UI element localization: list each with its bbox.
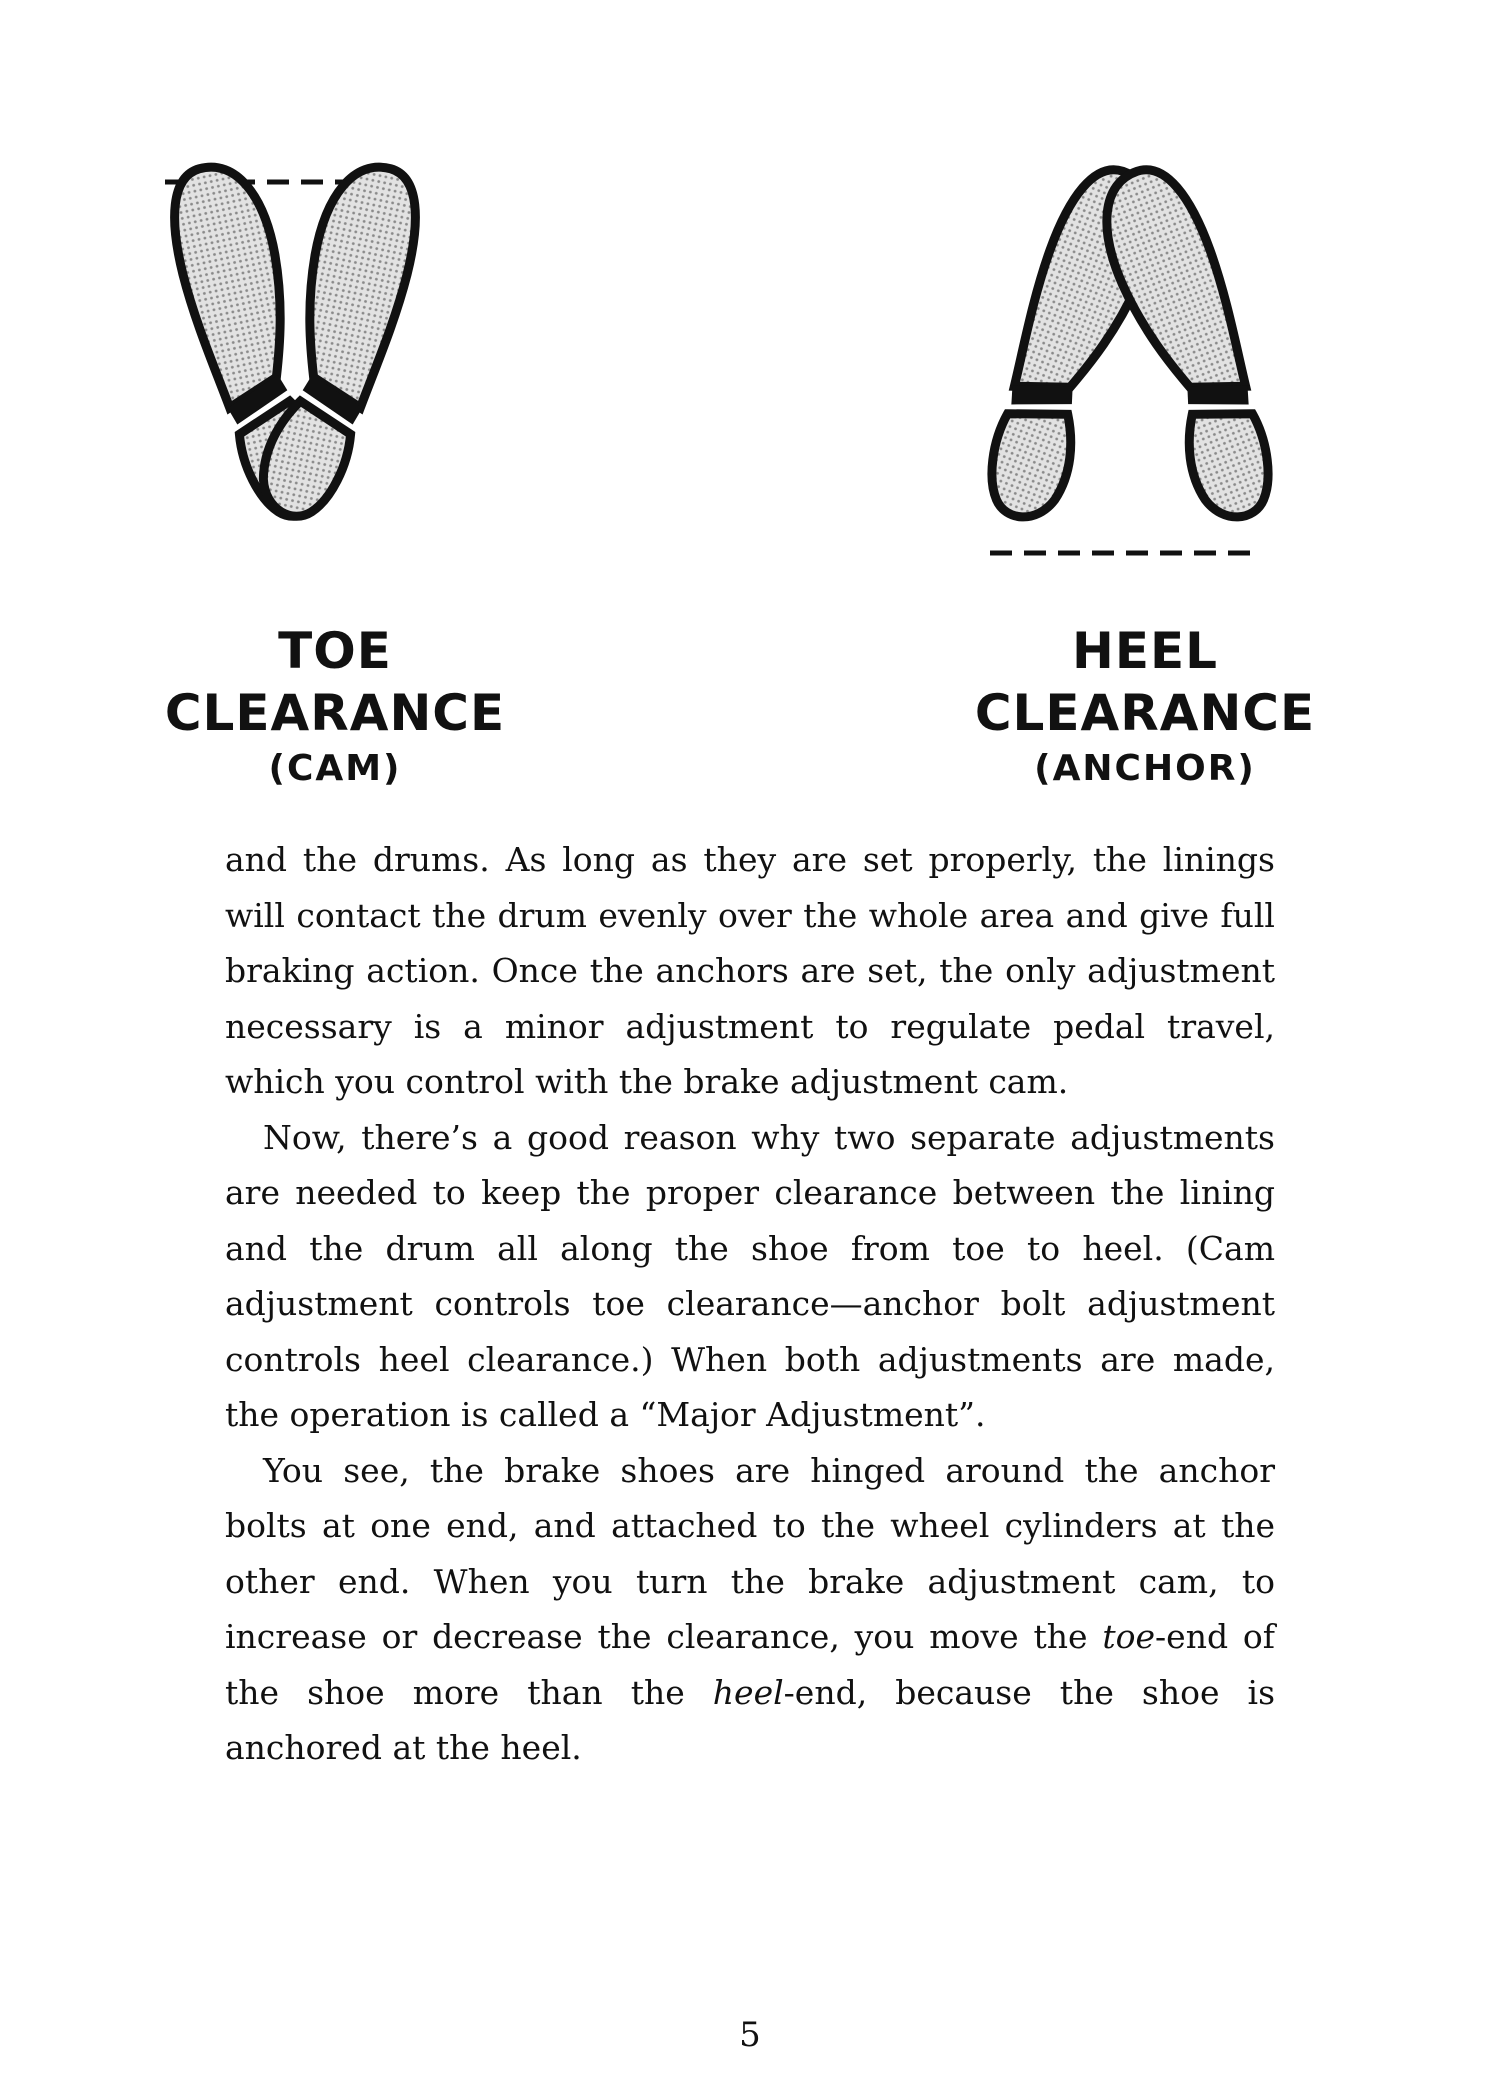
toe-clearance-subtitle: (CAM) <box>268 748 402 789</box>
paragraph-3-start: You see, the brake shoes are hinged around the anchor bolts at one end, and attached to the wheel cylinders at the other end. When you turn the brake adjustment cam, to increase or decrease the clearance, you move the <box>225 1450 1275 1656</box>
heel-clearance-caption <box>905 620 1385 794</box>
toe-clearance-caption <box>100 620 570 794</box>
paragraph-2: Now, there’s a good reason why two separate adjustments are needed to keep the proper clearance between the lining and the drum all along the shoe from toe to heel. (Cam adjustment controls toe clearance—anchor bolt adjustment controls heel clearance.) When both adjustments are made, the operation is called a “Major Adjustment”. <box>225 1117 1275 1434</box>
paragraph-3-mid: -end of the shoe more than the <box>225 1617 1275 1712</box>
toe-clearance-figure <box>110 150 610 590</box>
footprints-heel-apart-icon <box>880 145 1400 585</box>
paragraph-3-end: -end, because the shoe is anchored at the heel. <box>225 1672 1276 1767</box>
paragraph-1: and the drums. As long as they are set properly, the linings will contact the drum evenly over the whole area and give full braking action. Once the anchors are set, the only adjustment necessary is a minor adjustment to regulate pedal travel, which you control with the brake adjustment cam. <box>225 840 1275 1101</box>
paragraph-3-heel-italic: heel <box>712 1672 784 1712</box>
footprints-toe-apart-icon <box>110 150 610 590</box>
paragraph-3 <box>225 1443 1275 1776</box>
heel-clearance-title: HEEL CLEARANCE <box>974 622 1316 742</box>
heel-clearance-subtitle: (ANCHOR) <box>1034 748 1256 789</box>
heel-clearance-figure <box>880 145 1400 585</box>
page-number: 5 <box>739 2015 761 2055</box>
paragraph-3-toe-italic: toe <box>1102 1617 1156 1656</box>
toe-clearance-title: TOE CLEARANCE <box>164 622 506 742</box>
body-text <box>225 832 1275 1776</box>
